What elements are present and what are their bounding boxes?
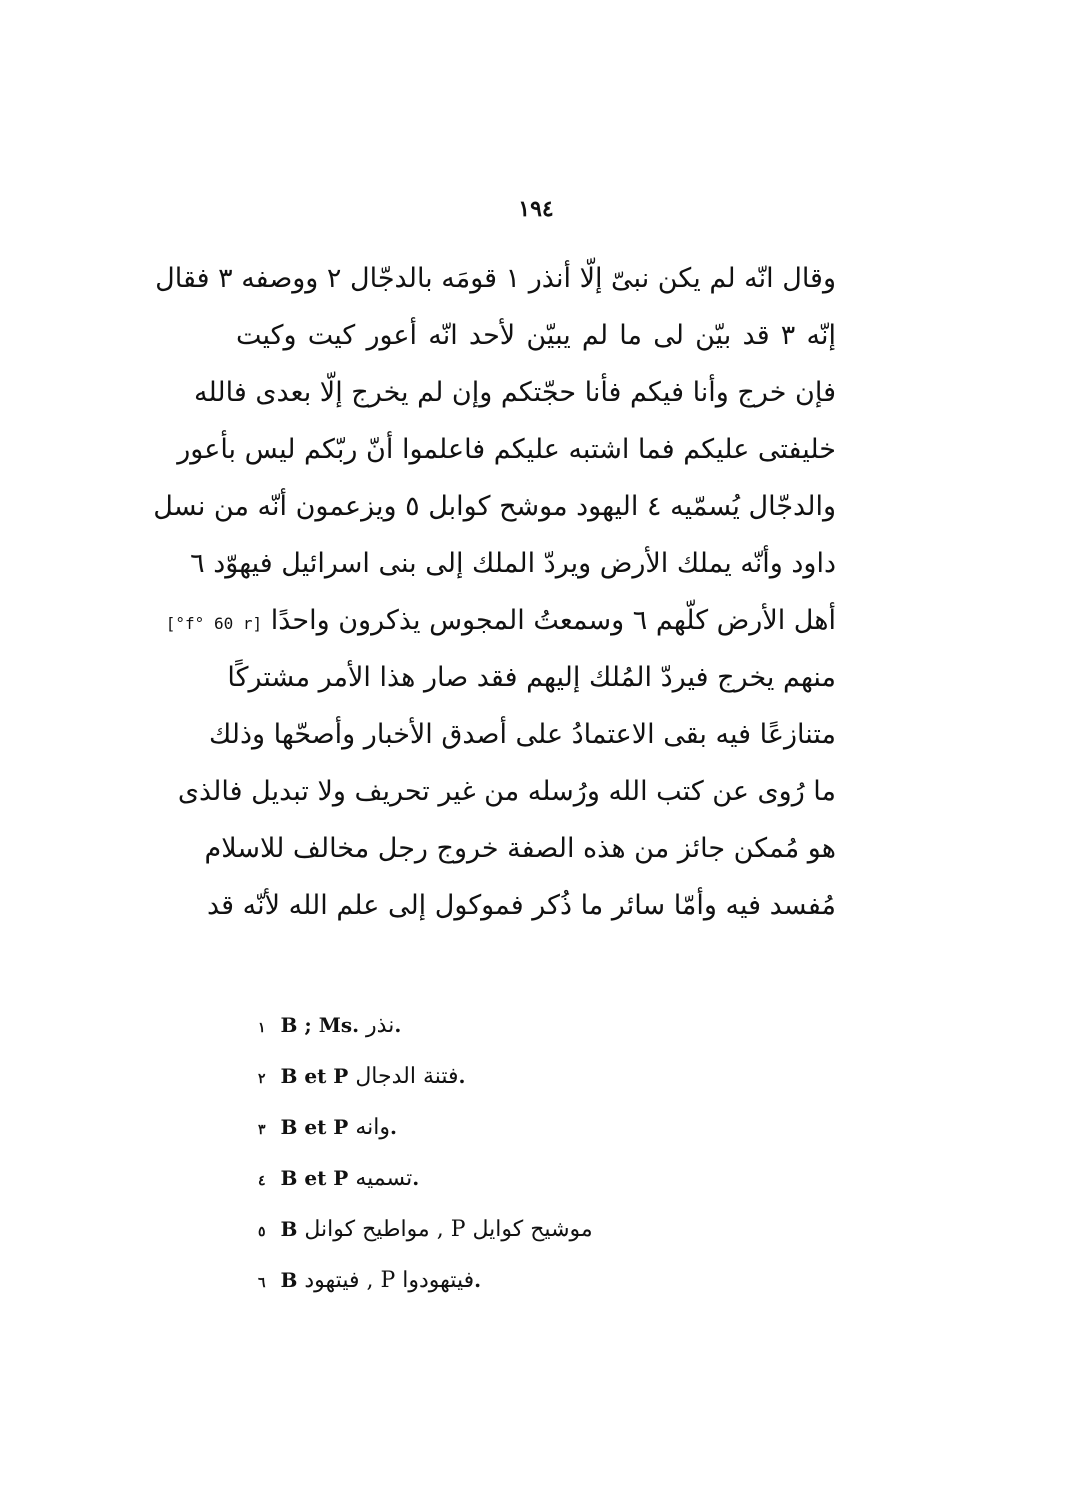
- footnote-sigla: B: [280, 1217, 298, 1241]
- text-line: مُفسد فيه وأمّا سائر ما ذُكر فموكول إلى علم الله لأنّه قد: [206, 890, 836, 921]
- text-line-with-folio: [165, 592, 836, 649]
- page-number: ١٩٤: [518, 196, 554, 222]
- footnote-variant: وانه: [355, 1115, 390, 1140]
- footnote-sigla: B et P: [280, 1166, 349, 1190]
- text-line: ما رُوى عن كتب الله ورُسله من غير تحريف ولا تبديل فالذى: [177, 776, 836, 807]
- footnote-sigla: B et P: [280, 1115, 349, 1139]
- text-line: متنازعًا فيه بقى الاعتمادُ على أصدق الأخبار وأصحّها وذلك: [209, 719, 836, 750]
- footnote: [258, 1153, 758, 1204]
- footnote-variant: نذر: [366, 1013, 395, 1038]
- text-line: وقال انّه لم يكن نبىّ إلّا أنذر ١ قومَه بالدجّال ٢ ووصفه ٣ فقال: [155, 263, 836, 294]
- footnote-variant: مواطيح كوانل , P موشيح كوايل: [304, 1217, 593, 1242]
- text-line: خليفتى عليكم فما اشتبه عليكم فاعلموا أنّ ربّكم ليس بأعور: [177, 434, 836, 465]
- text-line: فإن خرج وأنا فيكم فأنا حجّتكم وإن لم يخرج إلّا بعدى فالله: [194, 377, 836, 408]
- footnote: [258, 1000, 758, 1051]
- footnote: [258, 1255, 758, 1306]
- text-line: هو مُمكن جائز من هذه الصفة خروج رجل مخالف للاسلام: [204, 833, 836, 864]
- footnote: [258, 1051, 758, 1102]
- footnote-marker: ١: [258, 1020, 266, 1036]
- footnote-marker: ٣: [258, 1122, 266, 1138]
- footnote-sigla: B et P: [280, 1064, 349, 1088]
- main-text-block: [153, 250, 836, 934]
- footnote-variant: تسميه: [355, 1166, 413, 1191]
- footnote-end: .: [394, 1013, 402, 1037]
- text-line: والدجّال يُسمّيه ٤ اليهود موشح كوابل ٥ ويزعمون أنّه من نسل: [153, 491, 836, 522]
- footnote-end: .: [458, 1064, 466, 1088]
- footnote-marker: ٦: [258, 1275, 266, 1291]
- footnote-end: .: [474, 1268, 482, 1292]
- footnote-sigla: B: [280, 1268, 298, 1292]
- footnote-end: .: [389, 1115, 397, 1139]
- text-line: داود وأنّه يملك الأرض ويردّ الملك إلى بنى اسرائيل فيهوّد ٦: [190, 548, 836, 579]
- footnote-end: .: [412, 1166, 420, 1190]
- footnotes: [258, 1000, 758, 1306]
- footnote-marker: ٥: [258, 1224, 266, 1240]
- folio-marker: [f° 60 r°]: [165, 614, 263, 633]
- text-line-content: أهل الأرض كلّهم ٦ وسمعتُ المجوس يذكرون واحدًا: [270, 605, 836, 636]
- text-line: منهم يخرج فيردّ المُلك إليهم فقد صار هذا الأمر مشتركًا: [227, 662, 836, 693]
- footnote-variant: فيتهود , P فيتهودوا: [304, 1268, 475, 1293]
- footnote-marker: ٤: [258, 1173, 266, 1189]
- footnote: [258, 1204, 758, 1255]
- text-line: إنّه ٣ قد بيّن لى ما لم يبيّن لأحد انّه أعور كيت وكيت: [236, 320, 836, 351]
- footnote: [258, 1102, 758, 1153]
- footnote-sigla: B ; Ms.: [280, 1013, 360, 1037]
- footnote-marker: ٢: [258, 1071, 266, 1087]
- footnote-variant: فتنة الدجال: [355, 1064, 459, 1089]
